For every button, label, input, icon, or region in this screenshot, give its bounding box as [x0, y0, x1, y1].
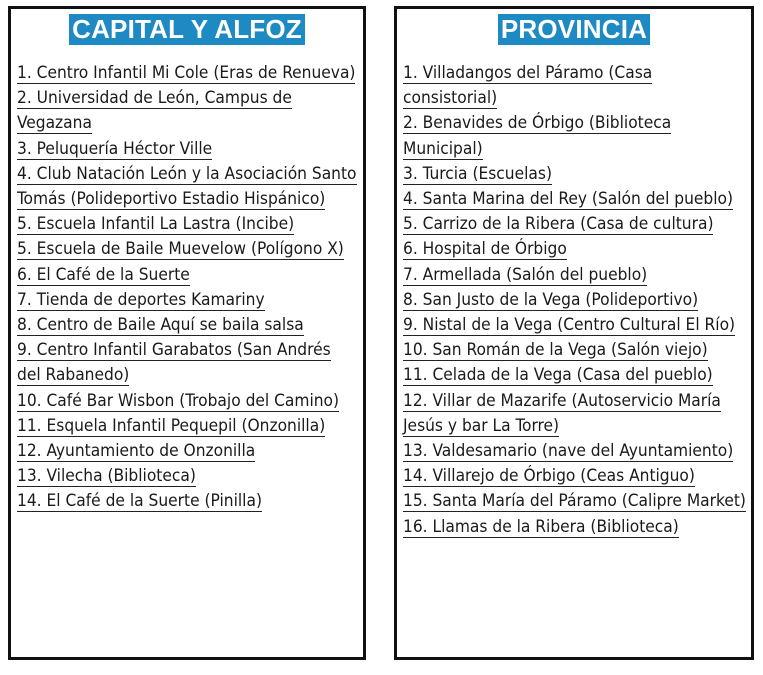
list-item-text: 1. Centro Infantil Mi Cole (Eras de Renueva)	[17, 63, 356, 83]
list-item	[17, 288, 363, 313]
provincia-list	[397, 61, 751, 540]
list-item-text: 5. Carrizo de la Ribera (Casa de cultura)	[403, 214, 714, 235]
list-item-text: 12. Ayuntamiento de Onzonilla	[17, 441, 256, 462]
list-item-text: 6. Hospital de Órbigo	[403, 239, 567, 260]
list-item	[403, 263, 751, 288]
list-item-text: 3. Turcia (Escuelas)	[403, 163, 552, 184]
list-item-text: 9. Nistal de la Vega (Centro Cultural El Río)	[403, 315, 736, 336]
list-item-text: 4. Club Natación León y la Asociación Santo Tomás (Polideportivo Estadio Hispánico)	[17, 163, 357, 210]
list-item	[403, 212, 751, 237]
list-item	[403, 439, 751, 464]
list-item	[403, 313, 751, 338]
list-item	[17, 464, 363, 489]
list-item-text: 10. San Román de la Vega (Salón viejo)	[403, 340, 708, 361]
list-item-text: 8. Centro de Baile Aquí se baila salsa	[17, 315, 304, 336]
list-item	[403, 464, 751, 489]
list-item-text: 10. Café Bar Wisbon (Trobajo del Camino)	[17, 390, 340, 411]
list-item-text: 5. Escuela de Baile Muevelow (Polígono X)	[17, 239, 344, 260]
list-item-text: 1. Villadangos del Páramo (Casa consistorial)	[403, 63, 653, 109]
list-item-text: 4. Santa Marina del Rey (Salón del pueblo)	[403, 189, 734, 210]
list-item	[403, 61, 751, 111]
provincia-panel	[394, 6, 754, 660]
list-item	[17, 263, 363, 288]
list-item	[403, 237, 751, 262]
list-item	[17, 439, 363, 464]
list-item-text: 13. Vilecha (Biblioteca)	[17, 466, 196, 487]
list-item-text: 12. Villar de Mazarife (Autoservicio María Jesús y bar La Torre)	[403, 390, 721, 436]
list-item	[17, 338, 363, 388]
list-item-text: 6. El Café de la Suerte	[17, 264, 190, 285]
list-item	[17, 414, 363, 439]
list-item-text: 2. Benavides de Órbigo (Biblioteca Municipal)	[403, 113, 672, 159]
list-item	[403, 515, 751, 540]
list-item	[17, 237, 363, 262]
capital-alfoz-title: CAPITAL Y ALFOZ	[69, 14, 305, 45]
list-item-text: 11. Esquela Infantil Pequepil (Onzonilla)	[17, 415, 326, 436]
list-item	[17, 212, 363, 237]
list-item-text: 5. Escuela Infantil La Lastra (Incibe)	[17, 214, 295, 235]
list-item-text: 11. Celada de la Vega (Casa del pueblo)	[403, 365, 713, 386]
list-item-text: 2. Universidad de León, Campus de Vegazana	[17, 88, 292, 134]
list-item	[17, 137, 363, 162]
list-item	[403, 389, 751, 439]
list-item-text: 15. Santa María del Páramo (Calipre Market)	[403, 491, 746, 512]
list-item	[17, 313, 363, 338]
list-item-text: 3. Peluquería Héctor Ville	[17, 138, 213, 159]
list-item	[17, 489, 363, 514]
list-item-text: 7. Armellada (Salón del pueblo)	[403, 264, 648, 285]
list-item	[403, 363, 751, 388]
list-item-text: 9. Centro Infantil Garabatos (San Andrés del Rabanedo)	[17, 340, 331, 386]
list-item	[17, 86, 363, 136]
list-item-text: 13. Valdesamario (nave del Ayuntamiento)	[403, 441, 734, 462]
capital-alfoz-list	[11, 61, 363, 515]
list-item	[403, 489, 751, 514]
list-item-text: 8. San Justo de la Vega (Polideportivo)	[403, 289, 699, 310]
list-item	[403, 288, 751, 313]
list-item-text: 14. El Café de la Suerte (Pinilla)	[17, 491, 262, 512]
list-item	[17, 389, 363, 414]
list-item	[17, 61, 363, 86]
list-item-text: 7. Tienda de deportes Kamariny	[17, 289, 265, 310]
list-item	[403, 187, 751, 212]
provincia-title: PROVINCIA	[498, 14, 650, 45]
list-item-text: 14. Villarejo de Órbigo (Ceas Antiguo)	[403, 466, 695, 487]
list-item	[403, 111, 751, 161]
list-item-text: 16. Llamas de la Ribera (Biblioteca)	[403, 516, 679, 537]
list-item	[403, 162, 751, 187]
list-item	[17, 162, 363, 212]
capital-alfoz-panel	[8, 6, 366, 660]
list-item	[403, 338, 751, 363]
